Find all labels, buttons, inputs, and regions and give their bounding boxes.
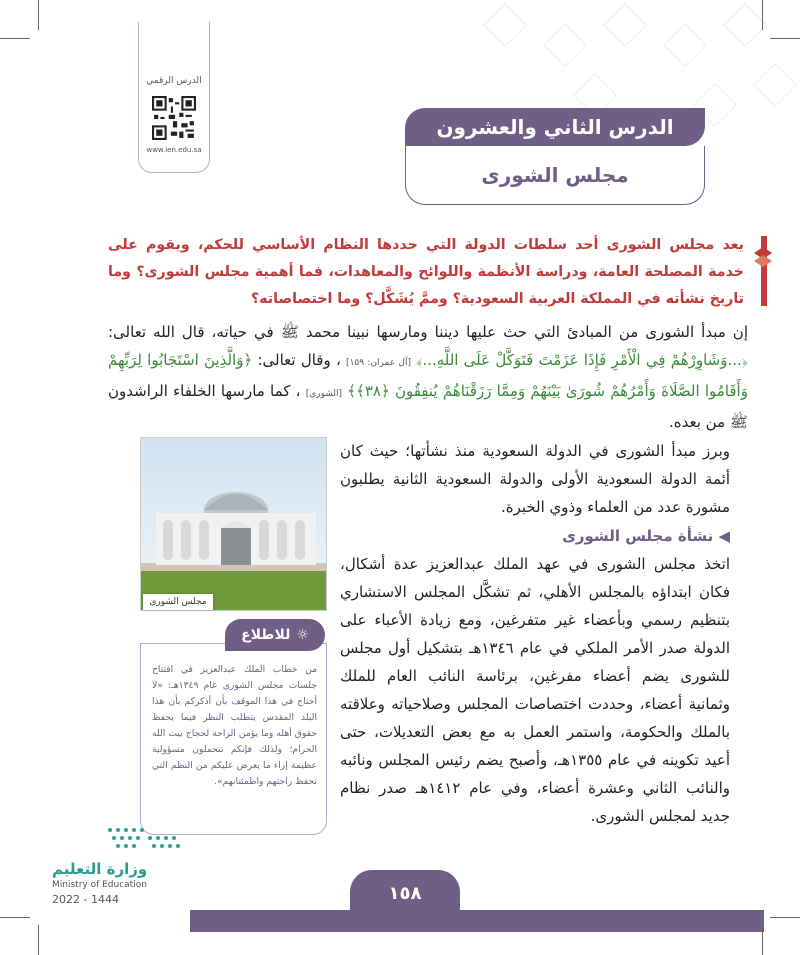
verse-reference-2: [الشورى]	[305, 389, 343, 399]
info-box-title-label: للاطلاع	[241, 627, 291, 643]
digital-lesson-url[interactable]: www.ien.edu.sa	[146, 146, 202, 154]
crop-mark	[0, 917, 30, 918]
section-arrow-icon: ◀	[718, 527, 730, 545]
info-box-title	[225, 619, 325, 651]
paragraph-shura-principle	[108, 318, 748, 436]
ministry-name-en: Ministry of Education	[52, 880, 147, 890]
paragraph-council-history: اتخذ مجلس الشورى في عهد الملك عبدالعزيز عدة أشكال، فكان ابتداؤه بالمجلس الأهلي، ثم تشكَّل المجلس الاستشاري بتنظيم رسمي وبأعضاء غير متفرغين، ومع زيادة الأعباء على الدولة صدر الأمر الملكي في عام ١٣٤٦هـ بتشكيل أول مجلس للشورى يضم أعضاء مفرغين، برئاسة النائب العام للملك وثمانية أعضاء، وحددت اختصاصات المجلس وصلاحياته وعلاقته بالملك والحكومة، واستمر العمل به مع بعض التعديلات، حتى أعيد تكوينه في عام ١٣٥٥هـ، وأصبح يضم رئيس المجلس ونائبه والنائب الثاني وعشرة أعضاء، وفي عام ١٤١٢هـ صدر نظام جديد لمجلس الشورى.	[340, 555, 730, 825]
intro-paragraph: يعد مجلس الشورى أحد سلطات الدولة التي حددها النظام الأساسي للحكم، ويقوم على خدمة المصلحة العامة، ودراسة الأنظمة واللوائح والمعاهدات، فما أهمية مجلس الشورى؟ وما تاريخ نشأته في المملكة العربية السعودية؟ وممَّ يُشَكَّل؟ وما اختصاصاته؟	[108, 237, 744, 307]
digital-lesson-label: الدرس الرقمي	[146, 76, 202, 86]
ministry-logo-icon	[100, 822, 190, 862]
lightbulb-icon: ☼	[296, 627, 309, 643]
photo-caption: مجلس الشورى	[143, 594, 213, 610]
section-heading	[420, 527, 730, 545]
quran-verse-1: ﴿...وَشَاوِرْهُمْ فِي الْأَمْرِ فَإِذَا عَزَمْتَ فَتَوَكَّلْ عَلَى اللَّهِ...﴾	[416, 351, 748, 369]
page-number: ١٥٨	[350, 870, 460, 916]
lesson-header	[405, 108, 705, 206]
lesson-number: الدرس الثاني والعشرون	[405, 108, 705, 146]
intro-marker-icon	[752, 245, 774, 269]
crop-mark	[38, 925, 39, 955]
para1-lead: إن مبدأ الشورى من المبادئ التي حث عليها ديننا ومارسها نبينا محمد ﷺ في حياته، قال الله تعالى:	[108, 323, 748, 341]
ministry-name: وزارة التعليم	[52, 860, 148, 878]
digital-lesson-card[interactable]	[138, 22, 210, 173]
qr-code-icon[interactable]	[152, 96, 196, 140]
para1-tail: ، كما مارسها الخلفاء الراشدون ﷺ من بعده.	[108, 382, 748, 431]
paragraph-saudi-shura: وبرز مبدأ الشورى في الدولة السعودية منذ نشأتها؛ حيث كان أئمة الدولة السعودية الأولى والدولة السعودية الثانية يطلبون مشورة عدد من العلماء وذوي الخبرة.	[340, 442, 730, 516]
crop-mark	[770, 917, 800, 918]
footer-bar	[190, 910, 764, 932]
crop-mark	[762, 0, 763, 30]
section-heading-label: نشأة مجلس الشورى	[562, 527, 714, 545]
info-box-text: من خطاب الملك عبدالعزيز في افتتاح جلسات مجلس الشورى عام ١٣٤٩هـ: «لا أحتاج في هذا الموقف بأن أذكركم بأن هذا البلد المقدس يتطلب النظر فيما يحفظ حقوق أهله وما يؤمن الراحة لحجاج بيت الله الحرام؛ ولذلك فإنكم تتحملون مسؤولية عظيمة إزاء ما يعرض عليكم من النظم التي تحفظ راحتهم واطمئنانهم».	[152, 664, 317, 787]
shura-council-photo	[140, 437, 327, 611]
ministry-year: 2022 - 1444	[52, 893, 119, 906]
quran-verse-2: ﴿وَالَّذِينَ اسْتَجَابُوا لِرَبِّهِمْ وَأَقَامُوا الصَّلَاةَ وَأَمْرُهُمْ شُورَىٰ بَيْنَهُمْ وَمِمَّا رَزَقْنَاهُمْ يُنفِقُونَ ﴿٣٨﴾﴾	[108, 351, 748, 400]
crop-mark	[770, 38, 800, 39]
para1-middle: ، وقال تعالى:	[257, 351, 341, 369]
crop-mark	[0, 38, 30, 39]
verse-reference-1: [آل عمران: ١٥٩]	[346, 358, 411, 368]
lesson-title: مجلس الشورى	[405, 146, 705, 205]
crop-mark	[38, 0, 39, 30]
